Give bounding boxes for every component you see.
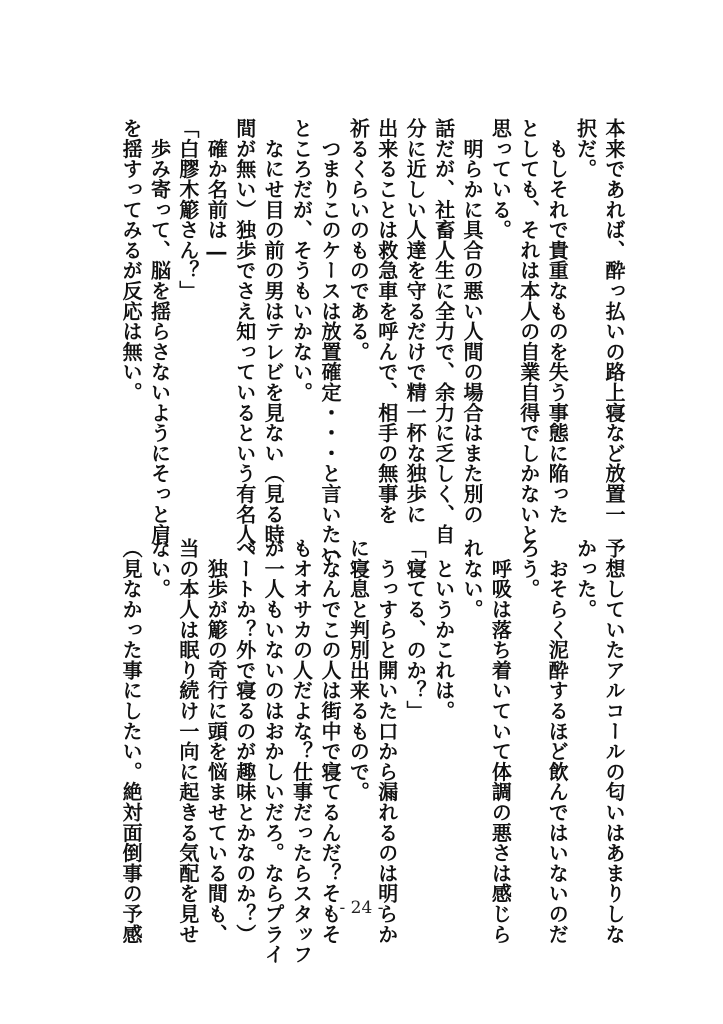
text-line: もしそれで貴重なものを失う事態に陥った (545, 118, 570, 524)
text-line: 予想していたアルコールの匂いはあまりしな (602, 538, 626, 944)
text-line: ろう。 (516, 538, 541, 599)
text-line: つまりこのケースは放置確定・・・と言いたい (317, 118, 342, 565)
text-line: 歩み寄って、脳を揺らさないようにそっと肩 (147, 118, 172, 545)
text-line: 本来であれば、酔っ払いの路上寝など放置一 (602, 118, 626, 524)
text-line: 明らかに具合の悪い人間の場合はまた別の (459, 118, 484, 524)
text-line: 出来ることは救急車を呼んで、相手の無事を (374, 118, 399, 524)
text-line: うっすらと開いた口から漏れるのは明らか (374, 538, 399, 944)
text-line: というかこれは。 (431, 538, 456, 721)
text-line: 話だが、社畜人生に全力で、余力に乏しく、自 (431, 118, 456, 545)
text-line: が一人もいないのはおかしいだろ。ならプライ (261, 538, 286, 965)
text-line: ところだが、そうもいかない。 (289, 118, 314, 403)
text-line: ベートか？外で寝るのが趣味とかなのか？） (232, 538, 257, 944)
text-line: れない。 (459, 538, 484, 620)
text-line: （なんでこの人は街中で寝てるんだ？そもそ (317, 538, 342, 944)
text-line: 当の本人は眠り続け一向に起きる気配を見せ (175, 538, 200, 944)
text-line: 祈るくらいのものである。 (346, 118, 371, 362)
text-line: 思っている。 (488, 118, 513, 240)
text-line: 分に近しい人達を守るだけで精一杯な独歩に (403, 118, 428, 524)
text-line: かった。 (573, 538, 598, 620)
text-line: （見なかった事にしたい。絶対面倒事の予感 (119, 538, 144, 944)
text-line: なにせ目の前の男はテレビを見ない（見る時 (261, 118, 286, 545)
text-line: ない。 (147, 538, 172, 599)
text-line: 独歩が簓の奇行に頭を悩ませている間も、 (204, 538, 229, 944)
text-line: に寝息と判別出来るもので。 (346, 538, 371, 802)
text-line: もオオサカの人だよな？仕事だったらスタッフ (289, 538, 314, 965)
top-text-block (117, 118, 628, 565)
text-line: おそらく泥酔するほど飲んではいないのだ (545, 538, 570, 944)
text-line: 「白膠木簓さん？」 (175, 118, 200, 301)
page-number: - 24 - (339, 898, 384, 918)
text-line: 呼吸は落ち着いていて体調の悪さは感じら (488, 538, 513, 944)
text-line: 間が無い）独歩でさえ知っているという有名人。 (232, 118, 257, 565)
text-line: 「寝てる、のか？」 (403, 538, 428, 721)
text-line: としても、それは本人の自業自得でしかないと (516, 118, 541, 545)
text-line: 択だ。 (573, 118, 598, 179)
text-line: 確か名前は― (204, 118, 229, 265)
text-line: を揺すってみるが反応は無い。 (119, 118, 144, 403)
